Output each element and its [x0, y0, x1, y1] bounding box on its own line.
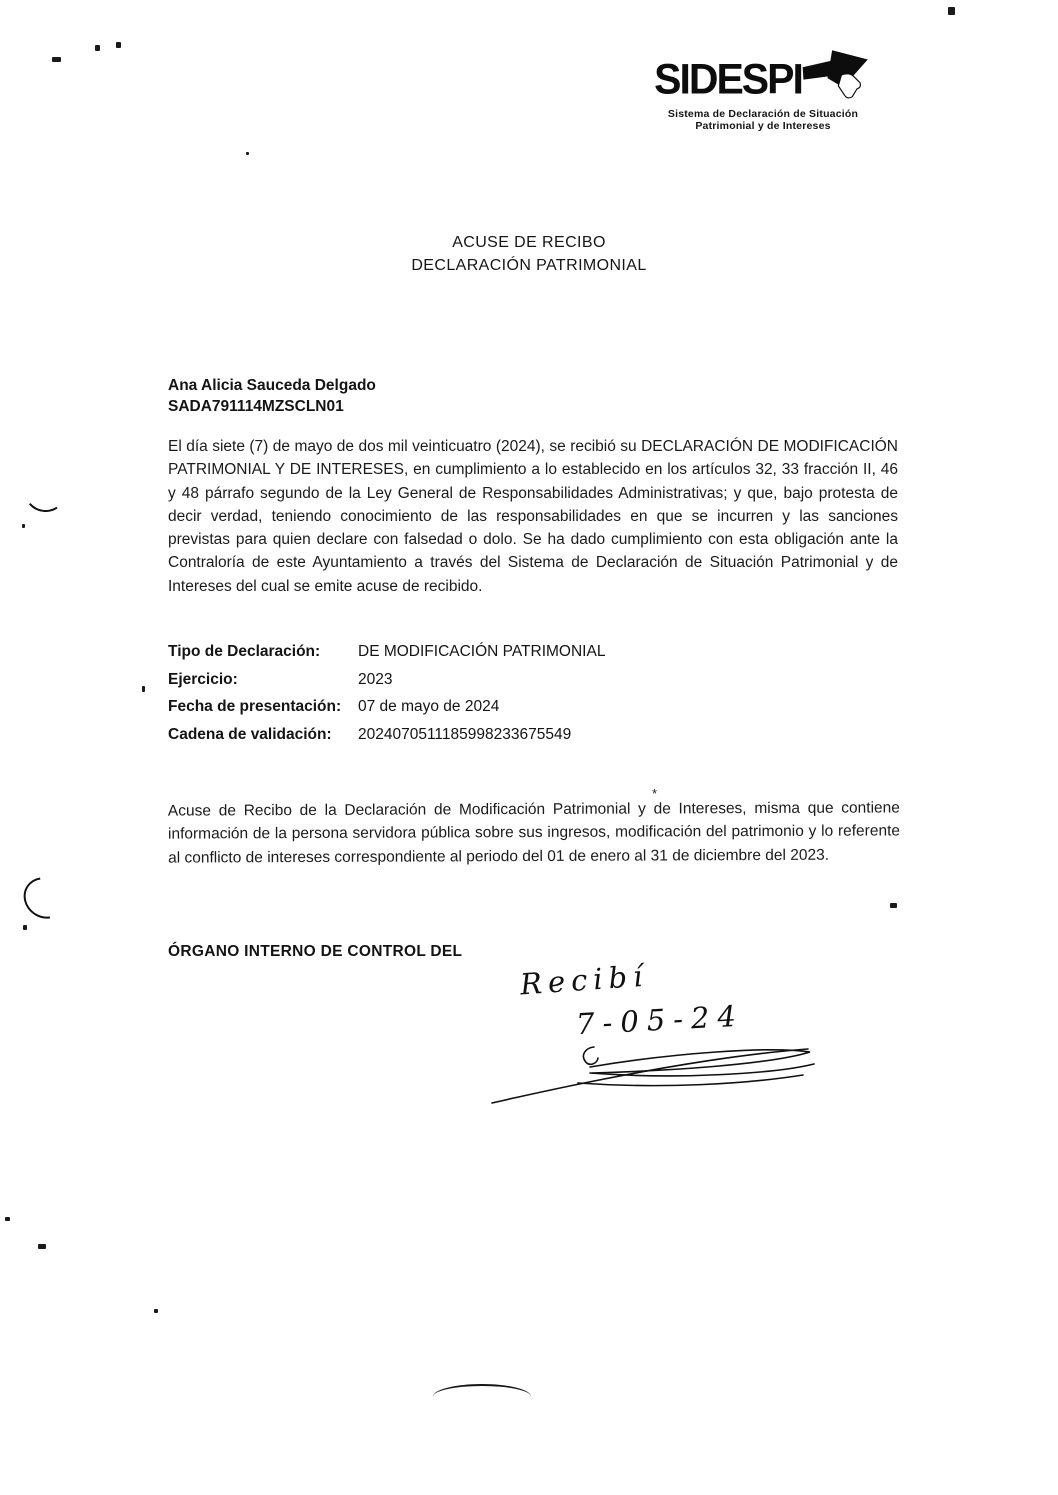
- field-label-ejercicio: Ejercicio:: [168, 670, 238, 688]
- handwritten-signature: [478, 1023, 818, 1113]
- declarant-block: [168, 375, 376, 417]
- scan-speck: [52, 57, 61, 62]
- field-label-cadena: Cadena de validación:: [168, 725, 332, 743]
- scan-speck: [154, 1309, 158, 1313]
- scan-speck: [246, 152, 249, 155]
- document-title: [0, 231, 1058, 277]
- field-value-cadena: 2024070511185998233675549: [358, 725, 572, 743]
- sidespi-logo: [648, 52, 878, 132]
- ink-asterisk-mark: *: [652, 786, 658, 801]
- field-label-tipo: Tipo de Declaración:: [168, 643, 321, 660]
- field-value-tipo: DE MODIFICACIÓN PATRIMONIAL: [358, 643, 606, 660]
- punch-hole-arc: [16, 869, 75, 927]
- field-value-fecha: 07 de mayo de 2024: [358, 698, 500, 715]
- declarant-id: SADA791114MZSCLN01: [168, 398, 344, 415]
- scan-speck: [38, 1244, 46, 1249]
- scan-speck: [142, 686, 145, 692]
- scan-speck: [23, 925, 27, 930]
- declaration-fields: [168, 641, 605, 745]
- scan-speck: [22, 524, 25, 528]
- stray-pen-curve: [433, 1384, 531, 1398]
- issuing-office-line: ÓRGANO INTERNO DE CONTROL DEL: [168, 943, 463, 960]
- punch-hole-arc: [23, 473, 68, 514]
- logo-tagline-line1: Sistema de Declaración de Situación: [667, 108, 859, 120]
- arrow-right-icon: [800, 44, 872, 106]
- handwritten-date: 7-05-24: [575, 998, 745, 1042]
- document-title-line2: DECLARACIÓN PATRIMONIAL: [411, 257, 647, 274]
- scan-speck: [890, 903, 897, 908]
- handwritten-received-note: Recibí: [518, 958, 650, 1002]
- document-title-line1: ACUSE DE RECIBO: [452, 234, 606, 251]
- sidespi-logo-wordmark: SIDESPI: [654, 54, 802, 103]
- field-value-ejercicio: 2023: [358, 670, 393, 688]
- summary-paragraph: Acuse de Recibo de la Declaración de Modificación Patrimonial y de Intereses, misma que contiene información de la persona servidora pública sobre sus ingresos, modificación del patrimonio y lo referente al conflicto de intereses correspondiente al periodo del 01 de enero al 31 de diciembre del 2023.: [167, 799, 901, 867]
- logo-tagline-line2: Patrimonial y de Intereses: [695, 120, 831, 132]
- scan-speck: [5, 1217, 10, 1221]
- scan-speck: [116, 42, 121, 48]
- receipt-paragraph: El día siete (7) de mayo de dos mil veinticuatro (2024), se recibió su DECLARACIÓN DE MODIFICACIÓN PATRIMONIAL Y DE INTERESES, en cumplimiento a lo establecido en los artículos 32, 33 fracción II, 46 y 48 párrafo segundo de la Ley General de Responsabilidades Administrativas; y que, bajo protesta de decir verdad, teniendo conocimiento de las responsabilidades en que se incurren y las sanciones previstas para quien declare con falsedad o dolo. Se ha dado cumplimiento con esta obligación ante la Contraloría de este Ayuntamiento a través del Sistema de Declaración de Situación Patrimonial y de Intereses del cual se emite acuse de recibido.: [168, 438, 898, 595]
- scan-speck: [95, 45, 100, 51]
- field-label-fecha: Fecha de presentación:: [168, 698, 342, 715]
- scan-speck: [948, 7, 955, 15]
- declarant-name: Ana Alicia Sauceda Delgado: [168, 377, 376, 394]
